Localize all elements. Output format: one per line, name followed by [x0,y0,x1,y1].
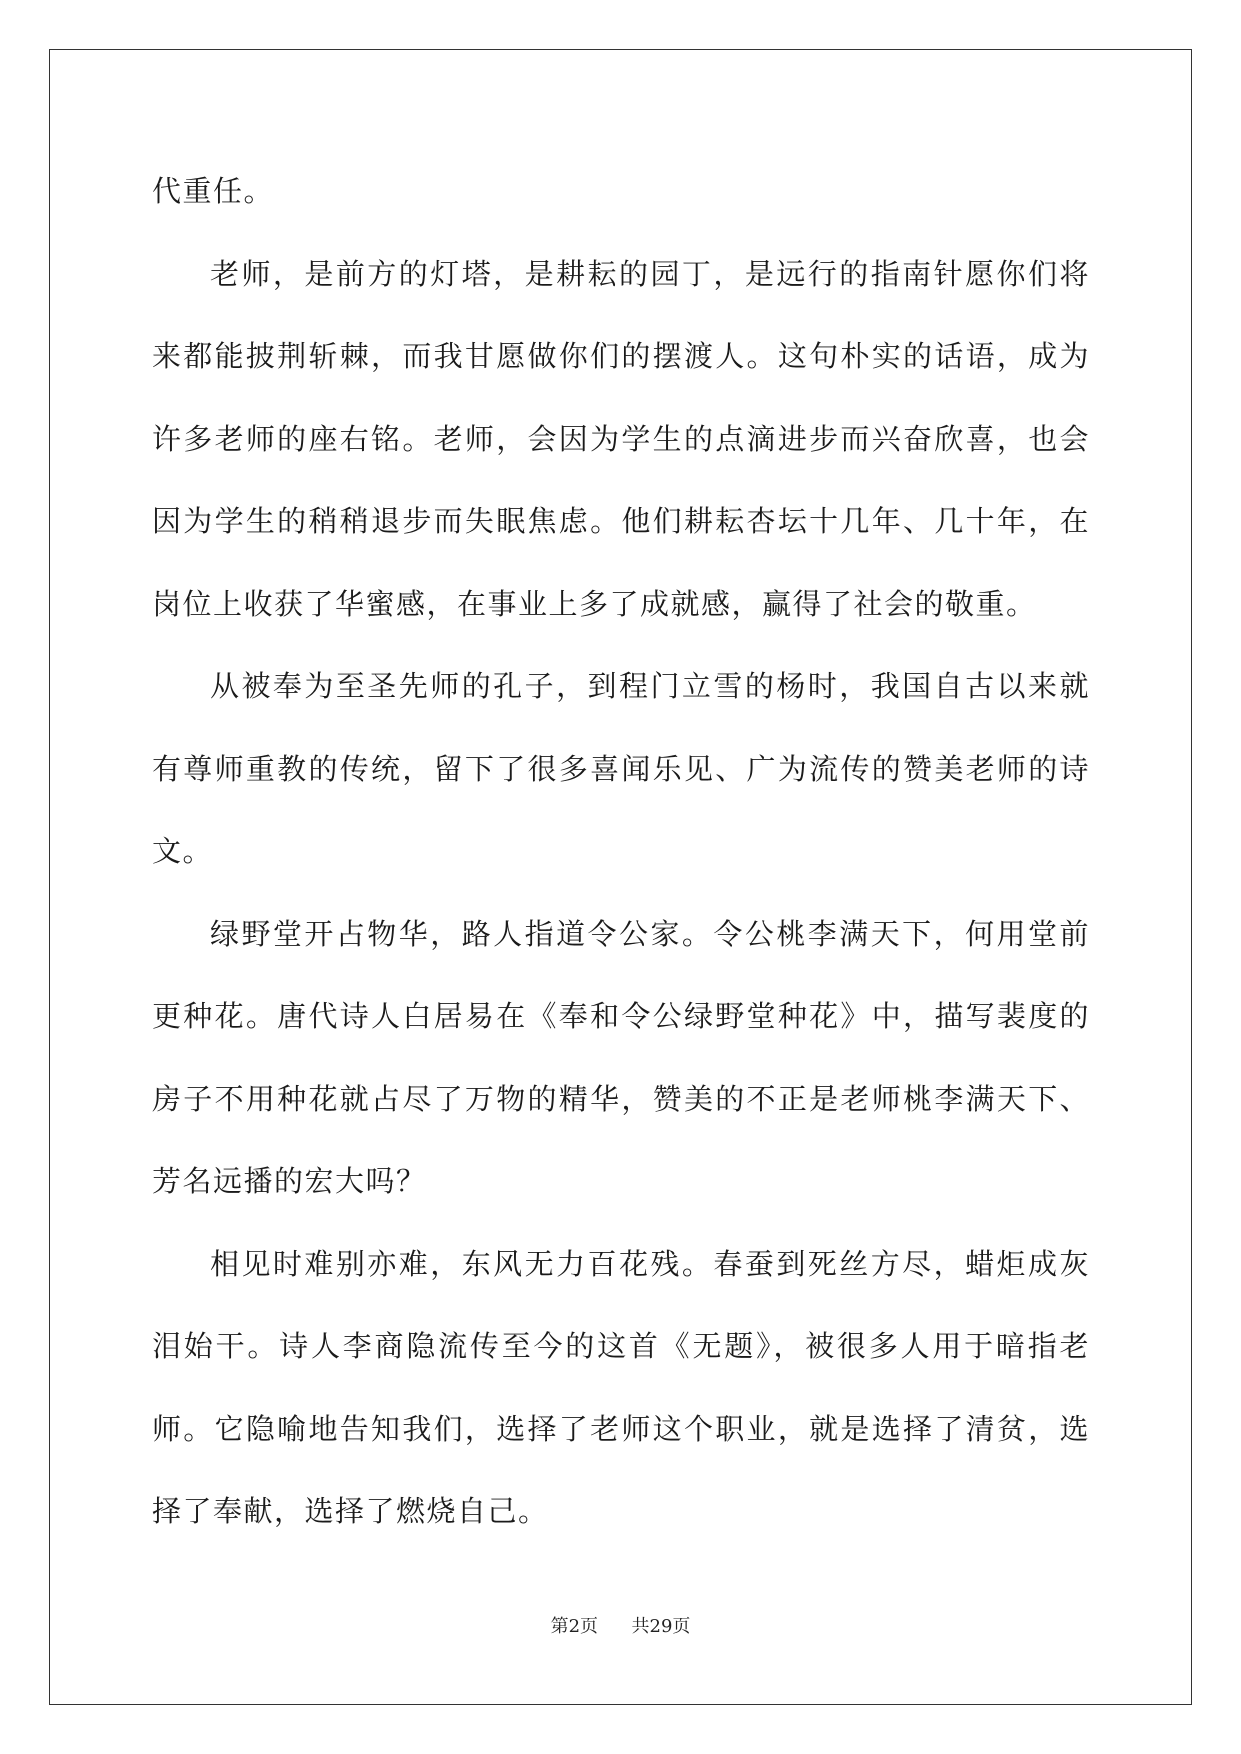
paragraph-1: 代重任。 [152,174,275,208]
paragraph-3: 从被奉为至圣先师的孔子，到程门立雪的杨时，我国自古以来就有尊师重教的传统，留下了很多喜闻乐见、广为流传的赞美老师的诗文。 [152,669,1090,868]
page-number: 第2页 [550,1616,599,1637]
document-body [152,150,1090,1553]
page-total: 共29页 [631,1616,691,1637]
page-footer [0,1612,1241,1638]
paragraph-4: 绿野堂开占物华，路人指道令公家。令公桃李满天下，何用堂前更种花。唐代诗人白居易在《奉和令公绿野堂种花》中，描写裴度的房子不用种花就占尽了万物的精华，赞美的不正是老师桃李满天下、芳名远播的宏大吗？ [152,916,1090,1198]
paragraph-2: 老师，是前方的灯塔，是耕耘的园丁，是远行的指南针愿你们将来都能披荆斩棘，而我甘愿做你们的摆渡人。这句朴实的话语，成为许多老师的座右铭。老师，会因为学生的点滴进步而兴奋欣喜，也会因为学生的稍稍退步而失眠焦虑。他们耕耘杏坛十几年、几十年，在岗位上收获了华蜜感，在事业上多了成就感，赢得了社会的敬重。 [152,256,1090,621]
paragraph-5: 相见时难别亦难，东风无力百花残。春蚕到死丝方尽，蜡炬成灰泪始干。诗人李商隐流传至今的这首《无题》，被很多人用于暗指老师。它隐喻地告知我们，选择了老师这个职业，就是选择了清贫，选择了奉献，选择了燃烧自己。 [152,1246,1090,1528]
